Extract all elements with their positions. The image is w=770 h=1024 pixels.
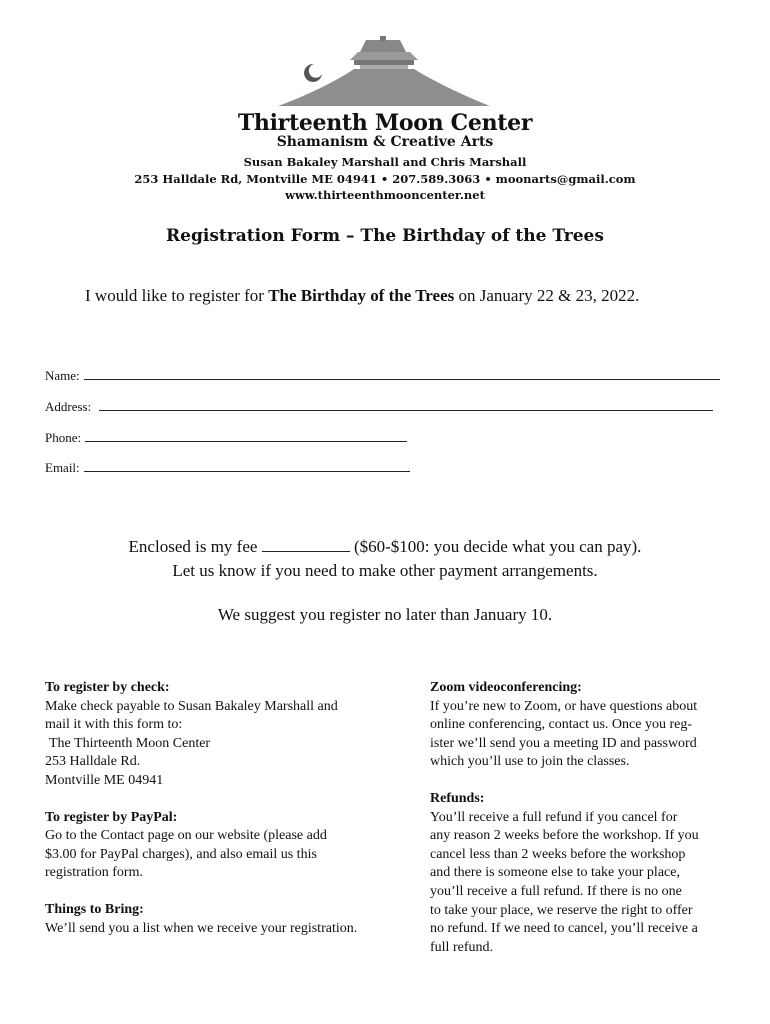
refunds-heading: Refunds: [430,790,485,806]
refunds-line: cancel less than 2 weeks before the workshop [430,846,686,862]
org-contact: 253 Halldale Rd, Montville ME 04941 • 207.589.3063 • moonarts@gmail.com [134,172,636,186]
org-name: Thirteenth Moon Center [237,110,533,136]
address-line[interactable] [99,399,713,411]
refunds-line: full refund. [430,939,493,955]
fee-suffix: ($60-$100: you decide what you can pay). [349,537,642,556]
bring-heading: Things to Bring: [45,901,144,917]
zoom-line: online conferencing, contact us. Once you reg- [430,717,693,733]
phone-label: Phone: [45,430,82,445]
paypal-line: Go to the Contact page on our website (please add [45,828,327,844]
zoom-line: ister we’ll send you a meeting ID and password [430,735,697,751]
refunds-line: to take your place, we reserve the right to offer [430,902,693,918]
address-field[interactable] [45,399,713,415]
thirteenth-moon-logo [270,30,500,112]
email-label: Email: [45,460,80,475]
check-line: mail it with this form to: [45,717,183,733]
phone-line[interactable] [85,430,407,442]
name-line[interactable] [84,368,720,380]
right-column [430,679,730,957]
registration-deadline: We suggest you register no later than January 10. [217,605,553,624]
fee-line [0,537,770,557]
left-column [45,679,405,938]
email-line[interactable] [84,460,410,472]
intro-prefix: I would like to register for [85,286,269,305]
paypal-line: $3.00 for PayPal charges), and also email us this [45,846,317,862]
refunds-line: no refund. If we need to cancel, you’ll receive a [430,921,698,937]
refunds-line: you’ll receive a full refund. If there is no one [430,883,682,899]
check-line: 253 Halldale Rd. [45,754,141,770]
intro-event: The Birthday of the Trees [268,286,455,305]
check-heading: To register by check: [45,680,170,695]
paypal-heading: To register by PayPal: [45,809,178,825]
zoom-heading: Zoom videoconferencing: [430,680,582,695]
bring-line: We’ll send you a list when we receive your registration. [45,920,358,936]
org-people: Susan Bakaley Marshall and Chris Marshall [243,155,527,169]
refunds-line: and there is someone else to take your place, [430,865,680,881]
fee-blank[interactable] [262,538,350,552]
zoom-line: If you’re new to Zoom, or have questions about [430,698,698,714]
email-field[interactable] [45,460,410,476]
name-field[interactable] [45,368,720,384]
fee-prefix: Enclosed is my fee [128,537,262,556]
check-line: Make check payable to Susan Bakaley Marshall and [45,698,338,714]
payment-arrangements: Let us know if you need to make other payment arrangements. [172,561,598,580]
zoom-line: which you’ll use to join the classes. [430,754,630,770]
org-subtitle: Shamanism & Creative Arts [276,134,494,150]
address-label: Address: [45,399,92,414]
phone-field[interactable] [45,430,407,446]
refunds-line: any reason 2 weeks before the workshop. If you [430,828,699,844]
refunds-line: You’ll receive a full refund if you cancel for [430,809,678,825]
check-line: Montville ME 04941 [45,772,164,788]
intro-suffix: on January 22 & 23, 2022. [454,286,640,305]
form-title: Registration Form – The Birthday of the Trees [166,226,604,246]
paypal-line: registration form. [45,865,143,881]
name-label: Name: [45,368,80,383]
check-line: The Thirteenth Moon Center [49,735,211,751]
org-website: www.thirteenthmooncenter.net [285,188,485,202]
intro-sentence [85,286,639,306]
